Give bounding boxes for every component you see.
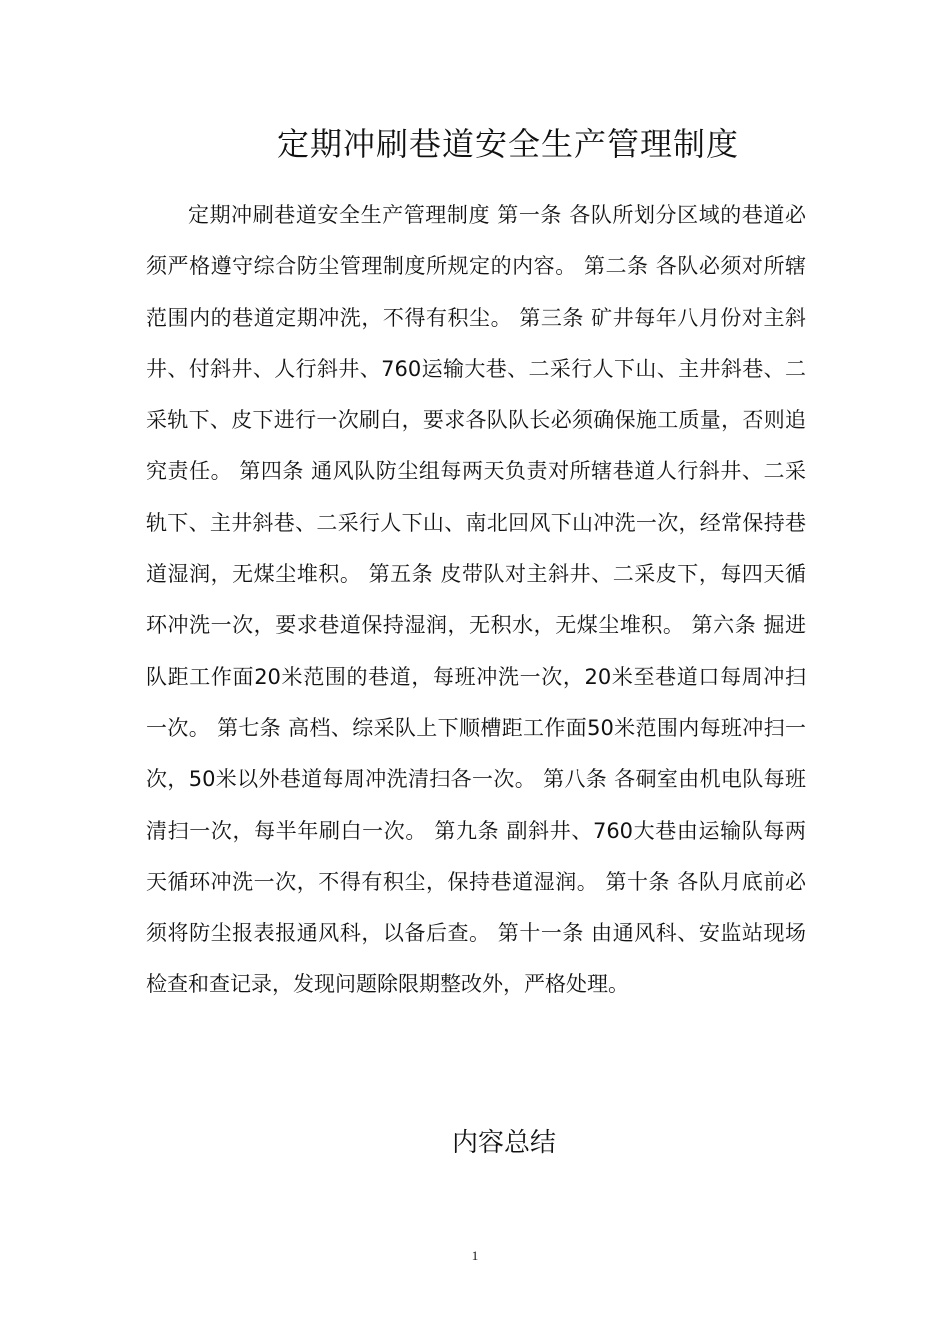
- document-body-paragraph: 定期冲刷巷道安全生产管理制度 第一条 各队所划分区域的巷道必须严格遵守综合防尘管理制度所规定的内容。 第二条 各队必须对所辖范围内的巷道定期冲洗，不得有积尘。 第三条 矿井每年八月份对主斜井、付斜井、人行斜井、760运输大巷、二采行人下山、主井斜巷、二采轨下、皮下进行一次刷白，要求各队队长必须确保施工质量，否则追究责任。 第四条 通风队防尘组每两天负责对所辖巷道人行斜井、二采轨下、主井斜巷、二采行人下山、南北回风下山冲洗一次，经常保持巷道湿润，无煤尘堆积。 第五条 皮带队对主斜井、二采皮下，每四天循环冲洗一次，要求巷道保持湿润，无积水，无煤尘堆积。 第六条 掘进队距工作面20米范围的巷道，每班冲洗一次，20米至巷道口每周冲扫一次。 第七条 高档、综采队上下顺槽距工作面50米范围内每班冲扫一次，50米以外巷道每周冲洗清扫各一次。 第八条 各硐室由机电队每班清扫一次，每半年刷白一次。 第九条 副斜井、760大巷由运输队每两天循环冲洗一次，不得有积尘，保持巷道湿润。 第十条 各队月底前必须将防尘报表报通风科，以备后查。 第十一条 由通风科、安监站现场检查和查记录，发现问题除限期整改外，严格处理。: [146, 203, 806, 997]
- summary-heading: 内容总结: [451, 1128, 556, 1158]
- document-title: 定期冲刷巷道安全生产管理制度: [276, 125, 739, 163]
- page-number: 1: [471, 1248, 479, 1263]
